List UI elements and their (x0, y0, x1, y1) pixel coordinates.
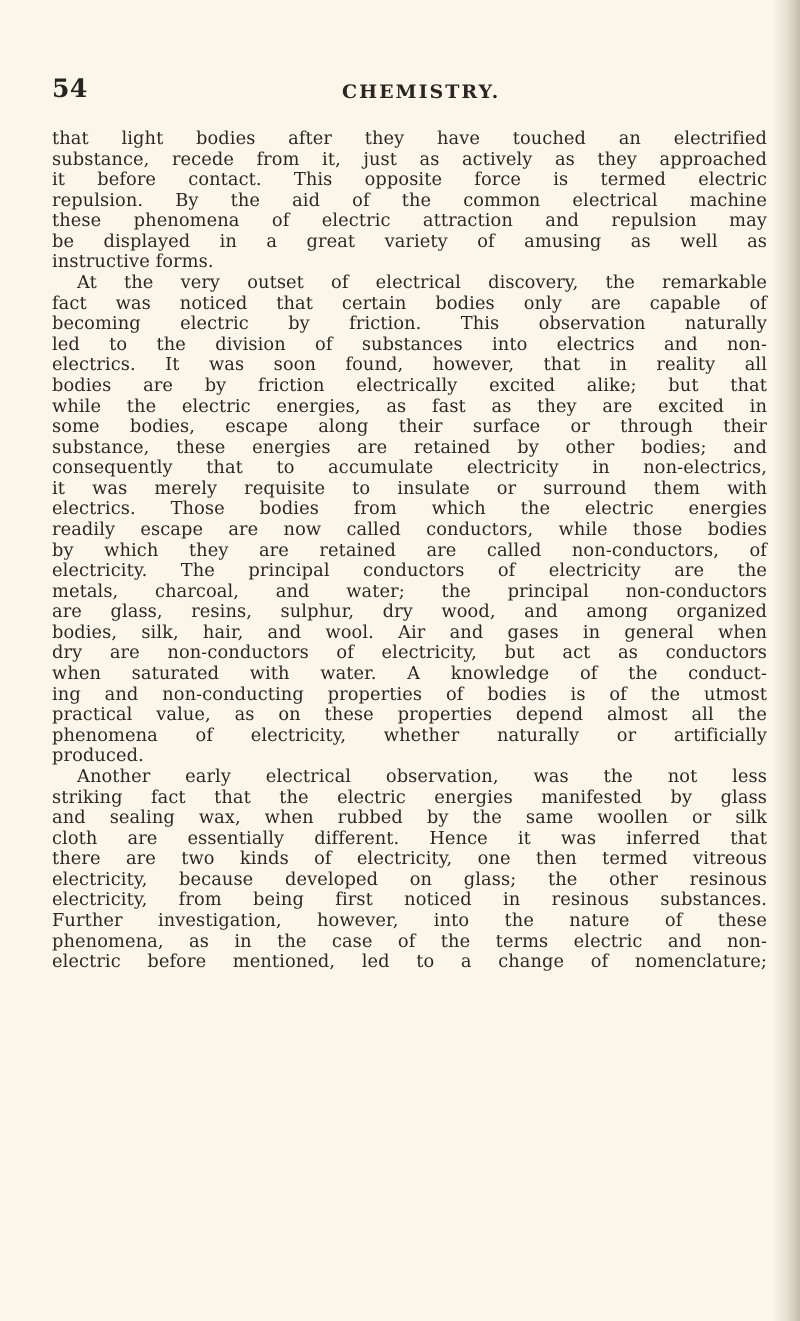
text-line: and sealing wax, when rubbed by the same woollen or silk (52, 807, 767, 829)
text-line: instructive forms. (52, 251, 214, 273)
body-text (52, 129, 767, 973)
text-line: electrics. It was soon found, however, that in reality all (52, 354, 767, 376)
text-line: electrics. Those bodies from which the electric energies (52, 498, 767, 520)
text-line: Further investigation, however, into the nature of these (52, 909, 767, 931)
text-line: be displayed in a great variety of amusing as well as (52, 230, 767, 252)
text-line: striking fact that the electric energies manifested by glass (52, 786, 767, 808)
text-line: practical value, as on these properties depend almost all the (52, 704, 767, 726)
text-line: substance, these energies are retained by other bodies; and (52, 436, 767, 458)
paragraph-start-line: At the very outset of electrical discovery, the remarkable (77, 272, 767, 294)
text-line: phenomena, as in the case of the terms electric and non- (52, 930, 767, 952)
text-line: there are two kinds of electricity, one then termed vitreous (52, 848, 767, 870)
text-line: phenomena of electricity, whether naturally or artificially (52, 724, 767, 746)
text-line: electricity, because developed on glass; the other resinous (52, 868, 767, 890)
text-line: repulsion. By the aid of the common electrical machine (52, 189, 767, 211)
text-line: consequently that to accumulate electricity in non-electrics, (52, 457, 767, 479)
text-line: led to the division of substances into electrics and non- (52, 333, 767, 355)
text-line: by which they are retained are called non-conductors, of (52, 539, 767, 561)
text-line: electric before mentioned, led to a change of nomenclature; (52, 951, 767, 973)
text-line: are glass, resins, sulphur, dry wood, and among organized (52, 601, 767, 623)
text-line: it was merely requisite to insulate or surround them with (52, 477, 767, 499)
text-line: it before contact. This opposite force is termed electric (52, 169, 767, 191)
text-line: bodies are by friction electrically excited alike; but that (52, 374, 767, 396)
text-line: dry are non-conductors of electricity, but act as conductors (52, 642, 767, 664)
text-line: ing and non-conducting properties of bodies is of the utmost (52, 683, 767, 705)
page-number: 54 (52, 74, 88, 103)
text-line: cloth are essentially different. Hence it was inferred that (52, 827, 767, 849)
text-line: some bodies, escape along their surface or through their (52, 416, 767, 438)
text-line: that light bodies after they have touched an electrified (52, 128, 767, 149)
text-line: while the electric energies, as fast as they are excited in (52, 395, 767, 417)
text-line: becoming electric by friction. This observation naturally (52, 313, 767, 335)
running-head: CHEMISTRY. (342, 81, 501, 103)
text-line: substance, recede from it, just as actively as they approached (52, 148, 767, 170)
text-line: produced. (52, 745, 144, 767)
text-line: these phenomena of electric attraction and repulsion may (52, 210, 767, 232)
text-line: bodies, silk, hair, and wool. Air and gases in general when (52, 621, 767, 643)
text-line: electricity. The principal conductors of electricity are the (52, 560, 767, 582)
page-header (52, 74, 768, 110)
text-line: fact was noticed that certain bodies only are capable of (52, 292, 767, 314)
text-line: electricity, from being first noticed in resinous substances. (52, 889, 767, 911)
text-line: when saturated with water. A knowledge of the conduct- (52, 663, 767, 685)
text-line: metals, charcoal, and water; the principal non-conductors (52, 580, 767, 602)
paragraph-start-line: Another early electrical observation, was the not less (77, 765, 767, 787)
text-line: readily escape are now called conductors, while those bodies (52, 518, 767, 540)
